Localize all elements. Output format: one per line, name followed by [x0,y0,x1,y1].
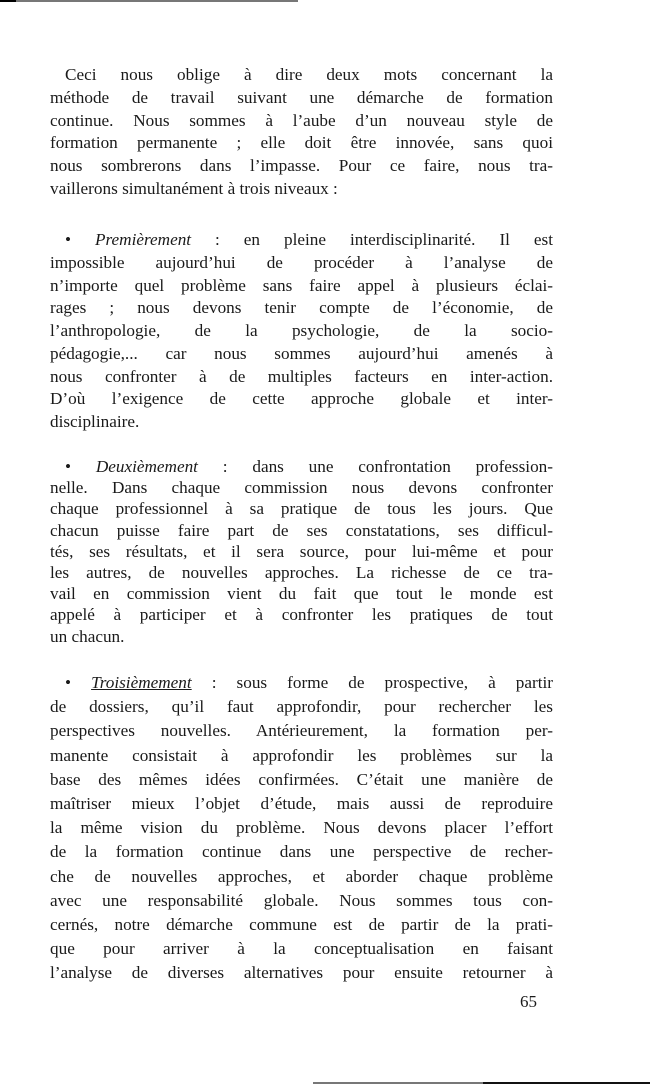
text-line: continue. Nous sommes à l’aube d’un nouveau style de [50,110,553,130]
text-line: perspectives nouvelles. Antérieurement, la formation per- [50,721,553,741]
emphasized-heading: Deuxièmement [95,457,198,476]
text-line: impossible aujourd’hui de procéder à l’analyse de [50,252,553,272]
text-line: nous sombrerons dans l’impasse. Pour ce faire, nous tra- [50,156,553,176]
text-line: que pour arriver à la conceptualisation en faisant [50,939,553,959]
scan-edge-rule [0,0,16,2]
bullet-icon: • [65,673,72,692]
text-line: manente consistait à approfondir les problèmes sur la [50,745,553,765]
text-line: maîtriser mieux l’objet d’étude, mais aussi de reproduire [50,793,553,813]
line-text: : sous forme de prospective, à partir [191,673,553,692]
text-line: rages ; nous devons tenir compte de l’économie, de [50,298,553,318]
text-line: formation permanente ; elle doit être innovée, sans quoi [50,133,553,153]
scan-edge-rule [483,1082,650,1084]
text-line: pédagogie,... car nous sommes aujourd’hui amenés à [50,343,553,363]
text-line: che de nouvelles approches, et aborder chaque problème [50,866,553,886]
text-line: nelle. Dans chaque commission nous devons confronter [50,478,553,498]
text-line: Ceci nous oblige à dire deux mots concernant la [65,65,553,84]
paragraph-premierement [50,229,553,434]
text-line: vaillerons simultanément à trois niveaux : [50,178,338,198]
text-line: base des mêmes idées confirmées. C’était une manière de [50,769,553,789]
text-line: méthode de travail suivant une démarche de formation [50,87,553,107]
paragraph-deuxiemement [50,456,553,647]
text-line: les autres, de nouvelles approches. La richesse de ce tra- [50,562,553,582]
text-line: l’anthropologie, de la psychologie, de la socio- [50,321,553,340]
line-text: : en pleine interdisciplinarité. Il est [191,230,554,249]
text-line: avec une responsabilité globale. Nous sommes tous con- [50,890,553,910]
text-line [50,671,553,695]
line-text: : dans une confrontation profession- [197,457,553,476]
text-line: disciplinaire. [50,412,140,431]
text-line: vail en commission vient du fait que tout le monde est [50,584,553,604]
emphasized-heading: Premièrement [95,230,192,249]
text-line: D’où l’exigence de cette approche globale et inter- [50,389,553,409]
bullet-icon: • [65,457,72,476]
text-line: de dossiers, qu’il faut approfondir, pour rechercher les [50,697,553,717]
text-line: un chacun. [50,626,125,646]
text-line: chaque professionnel à sa pratique de tous les jours. Que [50,499,553,519]
bullet-icon: • [65,230,72,249]
paragraph-troisiemement [50,671,553,985]
text-line [50,229,553,252]
text-line: chacun puisse faire part de ses constatations, ses difficul- [50,520,553,540]
text-line: n’importe quel problème sans faire appel à plusieurs éclai- [50,275,553,295]
scan-edge-rule [16,0,298,2]
page-number: 65 [520,992,537,1011]
text-line: l’analyse de diverses alternatives pour ensuite retourner à [50,963,553,983]
text-line: tés, ses résultats, et il sera source, pour lui-même et pour [50,541,553,561]
text-line: nous confronter à de multiples facteurs en inter-action. [50,366,553,386]
scan-edge-rule [313,1082,483,1084]
text-line: de la formation continue dans une perspective de recher- [50,842,553,862]
text-line: appelé à participer et à confronter les pratiques de tout [50,605,553,625]
paragraph-intro [50,64,553,201]
emphasized-heading: Troisièmement [91,673,192,692]
text-line [50,456,553,477]
text-line: la même vision du problème. Nous devons placer l’effort [50,818,553,838]
text-line: cernés, notre démarche commune est de partir de la prati- [50,914,553,934]
